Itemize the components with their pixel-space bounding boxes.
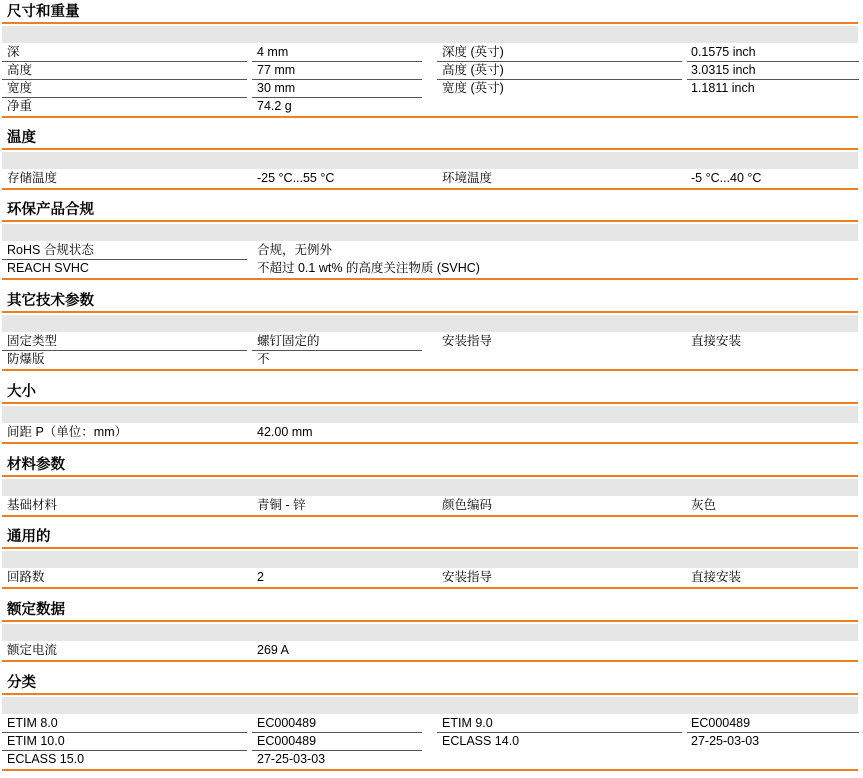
section-divider: [2, 311, 858, 313]
section-divider: [2, 587, 858, 589]
section-title: 分类: [7, 675, 36, 691]
property-value: EC000489: [257, 716, 317, 730]
table-row: [0, 733, 863, 751]
property-value: -5 °C...40 °C: [691, 171, 762, 185]
property-value: 0.1575 inch: [691, 45, 756, 59]
section-title: 其它技术参数: [7, 293, 94, 309]
table-row: [0, 715, 863, 733]
property-value: EC000489: [257, 734, 317, 748]
property-value: 42.00 mm: [257, 425, 313, 439]
section-divider: [2, 442, 858, 444]
property-label: ETIM 10.0: [7, 734, 65, 748]
property-label: ECLASS 15.0: [7, 752, 85, 766]
section-band: [2, 479, 858, 496]
table-row: [0, 80, 863, 98]
property-value: 74.2 g: [257, 99, 292, 113]
property-value: 青铜 - 锌: [257, 498, 306, 512]
property-label: 基础材料: [7, 498, 58, 512]
property-label: 存储温度: [7, 171, 58, 185]
table-row: [0, 333, 863, 351]
property-value: 30 mm: [257, 81, 296, 95]
property-label: ECLASS 14.0: [442, 734, 520, 748]
property-label: ETIM 9.0: [442, 716, 493, 730]
property-value: 合规，无例外: [257, 243, 333, 257]
property-label: RoHS 合规状态: [7, 243, 94, 257]
table-row: [0, 260, 863, 278]
property-value: 4 mm: [257, 45, 289, 59]
section-divider: [2, 547, 858, 549]
section-title: 材料参数: [7, 457, 65, 473]
property-value: 不超过 0.1 wt% 的高度关注物质 (SVHC): [257, 261, 480, 275]
property-label: 颜色编码: [442, 498, 493, 512]
section-divider: [2, 515, 858, 517]
table-row: [0, 497, 863, 515]
property-value: 直接安装: [691, 334, 742, 348]
section-divider: [2, 220, 858, 222]
table-row: [0, 62, 863, 80]
property-value: 灰色: [691, 498, 717, 512]
section-band: [2, 697, 858, 714]
property-value: 螺钉固定的: [257, 334, 320, 348]
property-label: 固定类型: [7, 334, 58, 348]
section-divider: [2, 148, 858, 150]
property-label: 宽度 (英寸): [442, 81, 504, 95]
section-divider: [2, 278, 858, 280]
section-divider: [2, 660, 858, 662]
section-title: 额定数据: [7, 602, 65, 618]
section-band: [2, 406, 858, 423]
property-label: 高度: [7, 63, 33, 77]
table-row: [0, 170, 863, 188]
section-title: 尺寸和重量: [7, 4, 80, 20]
property-value: 269 A: [257, 643, 289, 657]
table-row: [0, 642, 863, 660]
section-title: 温度: [7, 130, 36, 146]
property-value: 27-25-03-03: [691, 734, 760, 748]
property-value: 不: [257, 352, 270, 366]
property-label: 安装指导: [442, 570, 493, 584]
property-value: 77 mm: [257, 63, 296, 77]
table-row: [0, 569, 863, 587]
section-band: [2, 152, 858, 169]
section-title: 大小: [7, 384, 36, 400]
section-divider: [2, 475, 858, 477]
section-divider: [2, 369, 858, 371]
property-label: REACH SVHC: [7, 261, 89, 275]
section-band: [2, 224, 858, 241]
section-band: [2, 551, 858, 568]
section-divider: [2, 116, 858, 118]
property-label: 额定电流: [7, 643, 58, 657]
property-label: 回路数: [7, 570, 45, 584]
property-value: 直接安装: [691, 570, 742, 584]
table-row: [0, 44, 863, 62]
property-value: -25 °C...55 °C: [257, 171, 335, 185]
section-band: [2, 315, 858, 332]
section-title: 环保产品合规: [7, 202, 94, 218]
property-label: ETIM 8.0: [7, 716, 58, 730]
property-label: 间距 P（单位：mm）: [7, 425, 128, 439]
property-value: 3.0315 inch: [691, 63, 756, 77]
section-divider: [2, 402, 858, 404]
property-label: 防爆版: [7, 352, 45, 366]
property-value: 2: [257, 570, 264, 584]
table-row: [0, 242, 863, 260]
section-divider: [2, 22, 858, 24]
property-value: 27-25-03-03: [257, 752, 326, 766]
property-value: EC000489: [691, 716, 751, 730]
property-label: 宽度: [7, 81, 33, 95]
property-label: 深: [7, 45, 20, 59]
table-row: [0, 751, 863, 769]
property-label: 安装指导: [442, 334, 493, 348]
section-divider: [2, 620, 858, 622]
table-row: [0, 424, 863, 442]
property-value: 1.1811 inch: [691, 81, 755, 95]
section-band: [2, 26, 858, 43]
section-title: 通用的: [7, 529, 51, 545]
property-label: 深度 (英寸): [442, 45, 504, 59]
table-row: [0, 351, 863, 369]
property-label: 净重: [7, 99, 33, 113]
section-divider: [2, 693, 858, 695]
section-band: [2, 624, 858, 641]
property-label: 环境温度: [442, 171, 493, 185]
property-label: 高度 (英寸): [442, 63, 504, 77]
section-divider: [2, 188, 858, 190]
section-divider: [2, 769, 858, 771]
table-row: [0, 98, 863, 116]
